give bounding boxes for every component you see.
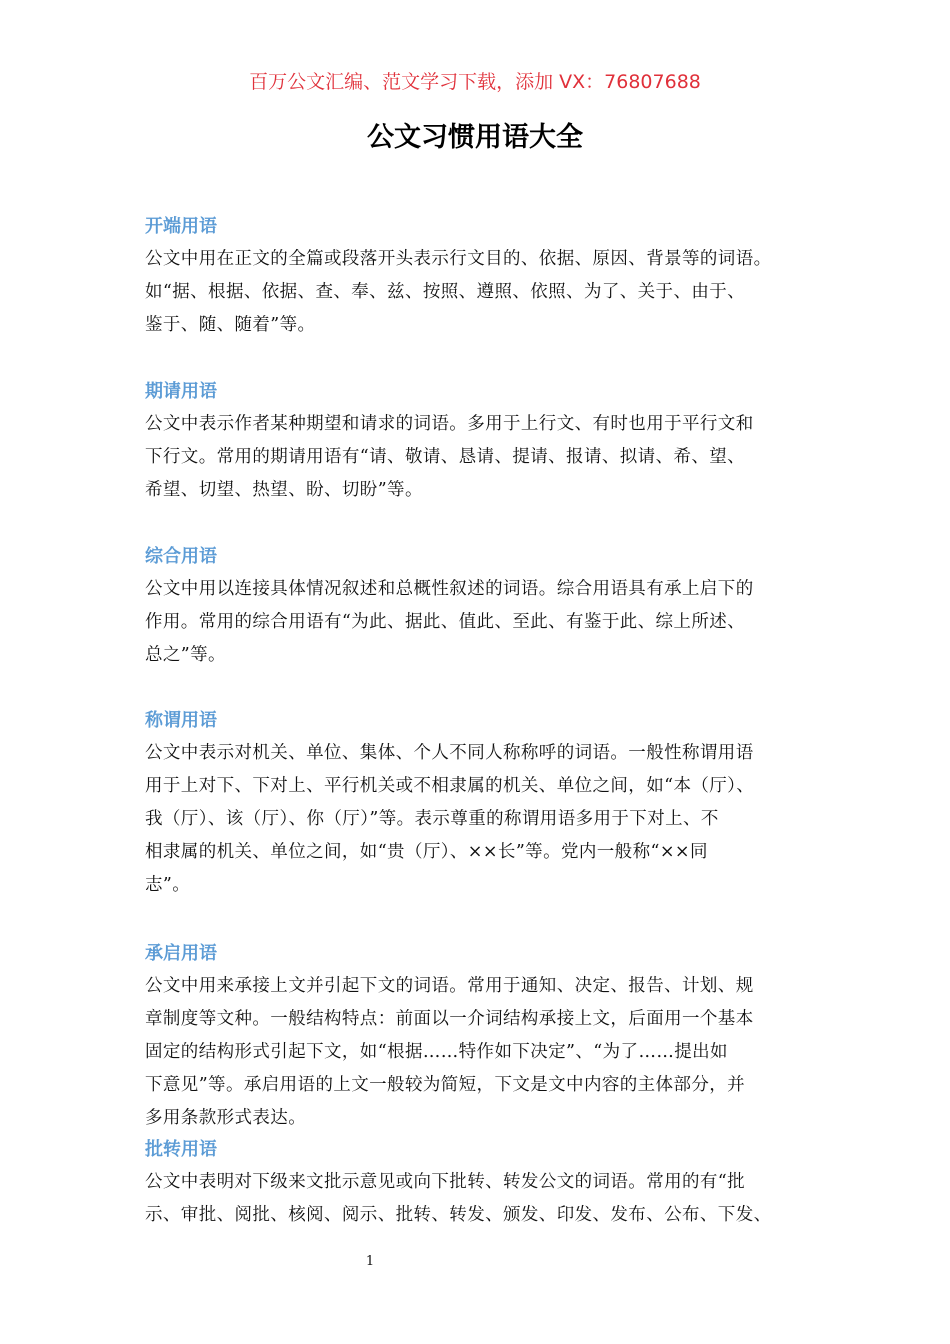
paragraph-line: 示、审批、阅批、核阅、阅示、批转、转发、颁发、印发、发布、公布、下发、 xyxy=(145,1205,772,1225)
paragraph-line: 下行文。常用的期请用语有“请、敬请、恳请、提请、报请、拟请、希、望、 xyxy=(145,447,746,467)
page-number: 1 xyxy=(365,1254,375,1269)
paragraph-line: 如“据、根据、依据、查、奉、兹、按照、遵照、依照、为了、关于、由于、 xyxy=(145,282,746,302)
paragraph-line: 作用。常用的综合用语有“为此、据此、值此、至此、有鉴于此、综上所述、 xyxy=(145,612,746,632)
paragraph-line: 公文中用在正文的全篇或段落开头表示行文目的、依据、原因、背景等的词语。 xyxy=(145,249,772,269)
section xyxy=(145,937,835,1135)
section xyxy=(145,1133,835,1232)
paragraph-line: 公文中表示作者某种期望和请求的词语。多用于上行文、有时也用于平行文和 xyxy=(145,414,754,434)
paragraph-line: 我（厅）、该（厅）、你（厅）”等。表示尊重的称谓用语多用于下对上、不 xyxy=(145,809,719,829)
paragraph-line: 公文中用以连接具体情况叙述和总概性叙述的词语。综合用语具有承上启下的 xyxy=(145,579,754,599)
section xyxy=(145,540,835,672)
paragraph-line: 总之”等。 xyxy=(145,645,226,665)
paragraph-line: 公文中用来承接上文并引起下文的词语。常用于通知、决定、报告、计划、规 xyxy=(145,976,754,996)
document-title: 公文习惯用语大全 xyxy=(367,122,583,153)
paragraph-line: 章制度等文种。一般结构特点：前面以一介词结构承接上文，后面用一个基本 xyxy=(145,1009,754,1029)
paragraph-line: 多用条款形式表达。 xyxy=(145,1108,307,1128)
paragraph-line: 公文中表示对机关、单位、集体、个人不同人称称呼的词语。一般性称谓用语 xyxy=(145,743,754,763)
section-heading: 开端用语 xyxy=(145,216,217,237)
section-heading: 称谓用语 xyxy=(145,710,217,731)
section-heading: 综合用语 xyxy=(145,546,217,567)
paragraph-line: 用于上对下、下对上、平行机关或不相隶属的机关、单位之间，如“本（厅）、 xyxy=(145,776,755,796)
paragraph-line: 相隶属的机关、单位之间，如“贵（厅）、××长”等。党内一般称“××同 xyxy=(145,842,708,862)
section-heading: 批转用语 xyxy=(145,1139,217,1160)
section xyxy=(145,210,835,342)
section xyxy=(145,704,835,902)
paragraph-line: 下意见”等。承启用语的上文一般较为简短，下文是文中内容的主体部分，并 xyxy=(145,1075,746,1095)
section-heading: 承启用语 xyxy=(145,943,217,964)
section xyxy=(145,375,835,507)
promo-banner: 百万公文汇编、范文学习下载，添加 VX：76807688 xyxy=(249,71,701,93)
paragraph-line: 鉴于、随、随着”等。 xyxy=(145,315,316,335)
paragraph-line: 志”。 xyxy=(145,875,191,895)
section-heading: 期请用语 xyxy=(145,381,217,402)
paragraph-line: 公文中表明对下级来文批示意见或向下批转、转发公文的词语。常用的有“批 xyxy=(145,1172,746,1192)
paragraph-line: 固定的结构形式引起下文，如“根据……特作如下决定”、“为了……提出如 xyxy=(145,1042,728,1062)
paragraph-line: 希望、切望、热望、盼、切盼”等。 xyxy=(145,480,423,500)
